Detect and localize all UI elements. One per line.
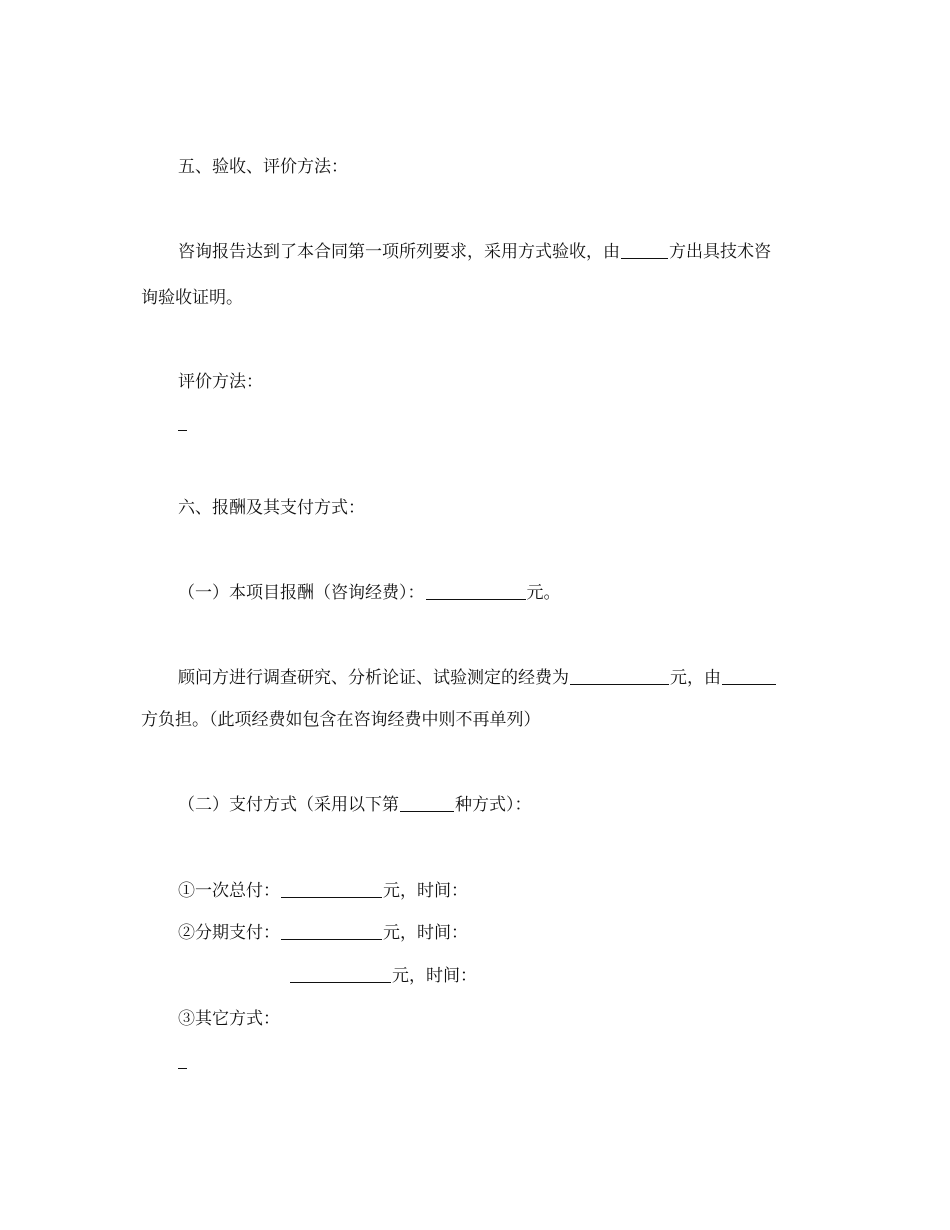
option-1-tail: 元，时间： xyxy=(383,881,468,901)
option-2-tail: 元，时间： xyxy=(383,923,468,943)
research-paragraph-line-2: 方负担。（此项经费如包含在咨询经费中则不再单列） xyxy=(141,710,541,730)
acceptance-text-a: 咨询报告达到了本合同第一项所列要求，采用方式验收，由 xyxy=(178,242,620,262)
option-2b-line xyxy=(289,965,477,987)
acceptance-paragraph-line-2: 询验收证明。 xyxy=(141,288,243,308)
option-2-label: ②分期支付： xyxy=(178,923,280,943)
option-1-amount-blank[interactable] xyxy=(281,881,382,898)
acceptance-text-b: 方出具技术咨 xyxy=(669,242,771,262)
option-3-blank[interactable] xyxy=(178,1068,187,1069)
payment-method-line xyxy=(178,794,532,816)
option-2-amount-blank[interactable] xyxy=(281,923,382,940)
evaluation-method-blank[interactable] xyxy=(178,430,187,431)
research-amount-blank[interactable] xyxy=(570,668,669,685)
option-2-line xyxy=(178,922,468,944)
option-3-label: ③其它方式： xyxy=(178,1009,280,1029)
section-6-heading: 六、报酬及其支付方式： xyxy=(178,498,365,518)
research-paragraph-line-1 xyxy=(178,667,777,689)
research-text-a: 顾问方进行调查研究、分析论证、试验测定的经费为 xyxy=(178,668,569,688)
option-1-label: ①一次总付： xyxy=(178,881,280,901)
option-2b-tail: 元，时间： xyxy=(392,966,477,986)
research-text-b: 元，由 xyxy=(670,668,721,688)
fee-text-b: 元。 xyxy=(526,583,561,603)
evaluation-method-label: 评价方法： xyxy=(178,372,263,392)
acceptance-paragraph-line-1 xyxy=(178,241,771,263)
option-2b-amount-blank[interactable] xyxy=(290,966,391,983)
payment-text-a: （二）支付方式（采用以下第 xyxy=(178,795,399,815)
payment-option-blank[interactable] xyxy=(400,795,454,812)
payment-text-b: 种方式）： xyxy=(455,795,532,815)
bearing-party-blank[interactable] xyxy=(722,668,776,685)
fee-amount-blank[interactable] xyxy=(426,583,526,600)
fee-line xyxy=(178,582,561,604)
fee-text-a: （一）本项目报酬（咨询经费）： xyxy=(178,583,425,603)
section-5-heading: 五、验收、评价方法： xyxy=(178,157,348,177)
issuer-party-blank[interactable] xyxy=(621,242,668,259)
option-1-line xyxy=(178,880,468,902)
